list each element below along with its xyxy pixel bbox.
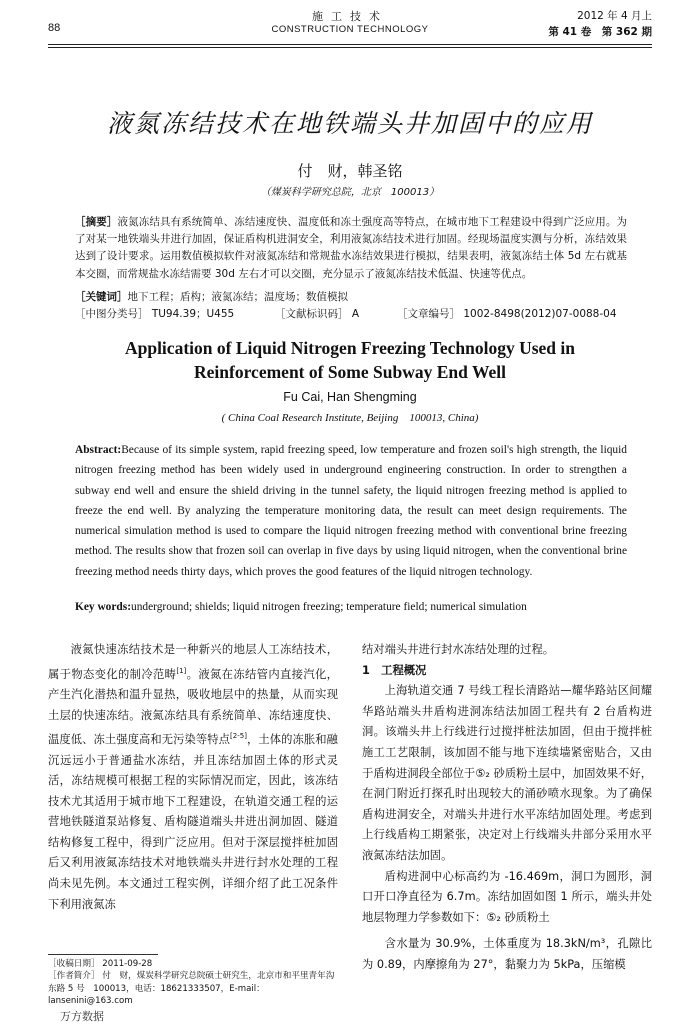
abstract-cn-text: 液氮冻结具有系统简单、冻结速度快、温度低和冻土强度高等特点，在城市地下工程建设中得到广泛应用。为了对某一地铁端头井进行加固，保证盾构机进洞安全，利用液氮冻结技术进行加固。经现场温度实测与分析，冻结效果达到了设计要求。运用数值模拟软件对液氮冻结和常规盐水冻结效果进行模拟，结果表明，液氮冻结土体 5d 左右就基本交圈，而常规盐水冻结需要 30d 左右才可以交圈，充分显示了液氮冻结技术低温、快速等优点。 <box>75 216 628 280</box>
intro-text-b: 。液氮在冻结管内直接汽化，产生汽化潜热和温升显热，吸收地层中的热量，从而实现土层的快速冻结。液氮冻结具有系统简单、冻结速度快、温度低、冻土强度高和无污染等特点 <box>48 667 338 746</box>
header-rule-thin <box>48 47 652 48</box>
journal-name-en: CONSTRUCTION TECHNOLOGY <box>271 24 429 35</box>
affiliation-cn: （煤炭科学研究总院，北京 100013） <box>260 187 440 198</box>
affiliation-en: ( China Coal Research Institute, Beijing 100013, China) <box>221 412 479 424</box>
intro-continuation: 结对端头井进行封水冻结处理的过程。 <box>362 643 555 656</box>
authors-cn: 付 财，韩圣铭 <box>297 162 403 180</box>
project-paragraph-1: 上海轨道交通 7 号线工程长清路站—耀华路站区间耀华路站端头井盾构进洞冻结法加固工程共有 2 台盾构进洞。该端头井上行线进行过搅拌桩法加固，但由于搅拌桩施工工艺限制，该加固不能与地下连续墙紧密贴合，又由于盾构进洞段全部位于⑤₂ 砂质粉土层中，加固效果不好，在洞门附近打探孔时出现较大的涌砂喷水现象。为了确保盾构进洞安全，对端头井进行水平冻结加固处理。考虑到上行线盾构工期紧张，决定对上行线端头井部分采用水平液氮冻结法加固。 <box>362 684 652 862</box>
footnote-rule <box>48 954 158 955</box>
article-number: ［文章编号］ 1002-8498(2012)07-0088-04 <box>397 308 617 320</box>
watermark: 万方数据 <box>60 1010 104 1023</box>
abstract-en-label: Abstract: <box>75 444 122 456</box>
section-heading-1: 1 工程概况 <box>362 663 427 677</box>
paper-title-en-line2: Reinforcement of Some Subway End Well <box>194 362 506 382</box>
paper-title-en <box>0 336 700 384</box>
keywords-en <box>75 601 635 613</box>
volume-issue: 第 41 卷 第 362 期 <box>548 26 652 38</box>
citation-1: [1] <box>176 666 187 675</box>
project-paragraph-2: 盾构进洞中心标高约为 -16.469m，洞口为圆形，洞口开口净直径为 6.7m。冻结加固如图 1 所示，端头井处地层物理力学参数如下：⑤₂ 砂质粉土 <box>362 869 652 924</box>
keywords-cn-label: ［关键词］ <box>75 291 128 303</box>
received-date: ［收稿日期］ 2011-09-28 <box>48 959 153 969</box>
clc-number: ［中图分类号］ TU94.39；U455 <box>75 308 235 320</box>
keywords-cn <box>75 289 627 304</box>
intro-text-a: 液氮快速冻结技术是一种新兴的地层人工冻结技术，属于物态变化的制冷范畴 <box>48 643 338 681</box>
project-paragraph-3: 含水量为 30.9%，土体重度为 18.3kN/m³，孔隙比为 0.89，内摩擦角为 27°，黏聚力为 5kPa，压缩模 <box>362 937 652 971</box>
footnote <box>48 958 338 1008</box>
page-number: 88 <box>48 22 61 34</box>
keywords-cn-text: 地下工程；盾构；液氮冻结；温度场；数值模拟 <box>127 291 348 303</box>
keywords-en-text: underground; shields; liquid nitrogen freezing; temperature field; numerical simulation <box>131 601 527 613</box>
paper-title-en-line1: Application of Liquid Nitrogen Freezing Technology Used in <box>124 338 576 358</box>
journal-name-cn: 施工技术 <box>312 10 388 23</box>
header-rule-thick <box>48 44 652 45</box>
author-bio: ［作者简介］ 付 财，煤炭科学研究总院硕士研究生，北京市和平里青年沟东路 5 号 100013，电话：18621333507，E-mail：lansenini@163.com <box>48 971 335 1007</box>
paper-title-cn: 液氮冻结技术在地铁端头井加固中的应用 <box>106 109 593 138</box>
running-header <box>0 8 700 42</box>
abstract-en-text: Because of its simple system, rapid freezing speed, low temperature and frozen soil's high strength, the liquid nitrogen freezing method has been widely used in underground engineering construction. In order to strengthen a subway end well and ensure the shield driving in the tunnel safety, the liquid nitrogen freezing method is applied to freeze the end well. By analyzing the temperature monitoring data, the result can meet design requirements. The numerical simulation method is used to compare the liquid nitrogen freezing method with conventional brine freezing method. The results show that frozen soil can overlap in five days by using liquid nitrogen, when the conventional brine freezing method needs thirty days, which proves the good features of the liquid nitrogen technology. <box>75 444 627 578</box>
issue-date: 2012 年 4 月上 <box>577 10 652 22</box>
abstract-en <box>75 440 627 582</box>
intro-text-c: ，土体的冻胀和融沉远远小于普通盐水冻结，并且冻结加固土体的形式灵活，冻结规模可根据工程的实际情况而定，因此，该冻结技术尤其适用于城市地下工程建设，在轨道交通工程的运营地铁隧道泵站修复、盾构隧道端头井进出洞加固、隧道结构修复工程中，得到广泛应用。但对于深层搅拌桩加固后又利用液氮冻结技术对地铁端头井进行封水处理的工程尚未见先例。本文通过工程实例，详细介绍了此工况条件下利用液氮冻 <box>48 732 338 911</box>
abstract-cn-label: ［摘要］ <box>75 216 118 228</box>
authors-en: Fu Cai, Han Shengming <box>283 390 417 404</box>
document-code: ［文献标识码］ A <box>275 308 360 320</box>
body-column-left <box>48 640 338 915</box>
abstract-cn <box>75 214 627 283</box>
body-column-right <box>362 640 652 976</box>
citation-2-5: [2-5] <box>230 732 247 741</box>
intro-paragraph <box>48 640 338 915</box>
keywords-en-label: Key words: <box>75 601 131 613</box>
